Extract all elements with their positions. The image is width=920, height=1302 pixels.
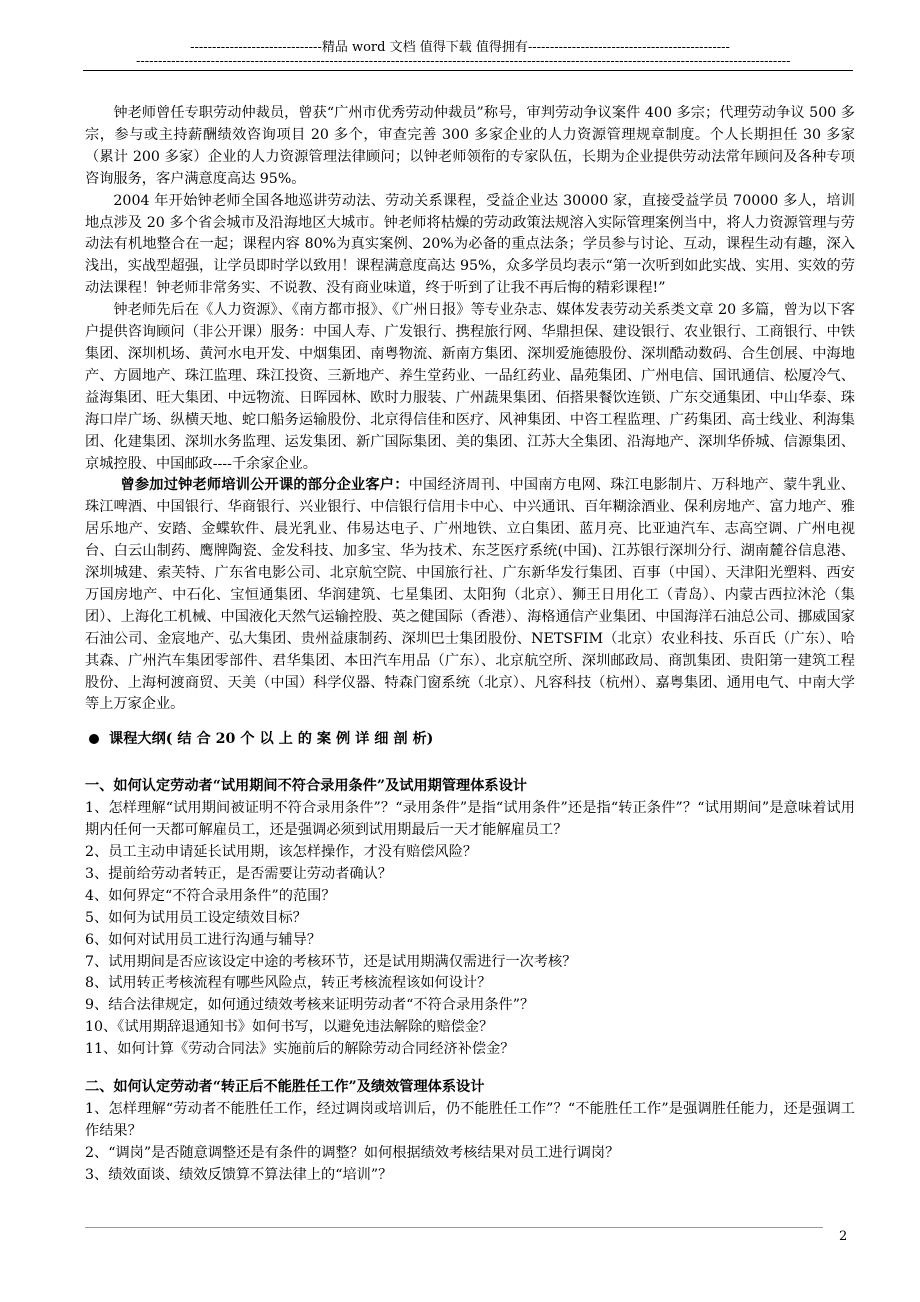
bio-paragraph-2: 2004 年开始钟老师全国各地巡讲劳动法、劳动关系课程，受益企业达 30000 家，直接受益学员 70000 多人，培训地点涉及 20 多个省会城市及沿海地区大城市。钟老师将枯燥的劳动政策法规溶入实际管理案例当中，将人力资源管理与劳动法有机地整合在一起；课程内容 80%为真实案例、20%为必备的重点法条；学员参与讨论、互动，课程生动有趣，深入浅出，实战型超强，让学员即时学以致用！课程满意度高达 95%，众多学员均表示“第一次听到如此实战、实用、实效的劳动法课程！钟老师非常务实、不说教、没有商业味道，终于听到了让我不再后悔的精彩课程!” (85, 192, 855, 297)
header-divider (83, 70, 853, 71)
section-1-item: 3、提前给劳动者转正，是否需要让劳动者确认？ (85, 865, 392, 882)
bullet-icon (89, 734, 99, 744)
section-1-title: 一、如何认定劳动者“试用期间不符合录用条件”及试用期管理体系设计 (85, 778, 527, 795)
section-1-item: 8、试用转正考核流程有哪些风险点，转正考核流程该如何设计？ (85, 975, 492, 992)
section-2-title: 二、如何认定劳动者“转正后不能胜任工作”及绩效管理体系设计 (85, 1079, 485, 1096)
page-header-banner: ------------------------------精品 word 文档 值得下载 值得拥有---------------------------------------------- (190, 40, 730, 55)
section-1-item: 11、如何计算《劳动合同法》实施前后的解除劳动合同经济补偿金？ (85, 1041, 515, 1058)
section-1-item: 5、如何为试用员工设定绩效目标？ (85, 909, 307, 926)
section-1-item: 10、《试用期辞退通知书》如何书写，以避免违法解除的赔偿金？ (85, 1019, 494, 1036)
section-1-item: 2、员工主动申请延长试用期，该怎样操作，才没有赔偿风险？ (85, 844, 478, 860)
section-1-item: 4、如何界定“不符合录用条件”的范围？ (85, 887, 336, 904)
outline-heading (85, 729, 855, 751)
client-paragraph (85, 475, 855, 716)
footer-divider (85, 1227, 823, 1228)
client-paragraph-lead: 曾参加过钟老师培训公开课的部分企业客户： (120, 477, 409, 494)
section-1-list (85, 798, 855, 1061)
document-body (85, 103, 855, 1187)
section-2-item: 1、怎样理解“劳动者不能胜任工作，经过调岗或培训后，仍不能胜任工作”？“不能胜任工作”是强调胜任能力，还是强调工作结果？ (85, 1100, 855, 1139)
bio-paragraph-3: 钟老师先后在《人力资源》、《南方都市报》、《广州日报》等专业杂志、媒体发表劳动关系类文章 20 多篇，曾为以下客户提供咨询顾问（非公开课）服务：中国人寿、广发银行、携程旅行网、华鼎担保、建设银行、农业银行、工商银行、中铁集团、深圳机场、黄河水电开发、中烟集团、南粤物流、新南方集团、深圳爱施德股份、深圳酷动数码、合生创展、中海地产、方圆地产、珠江监理、珠江投资、三新地产、养生堂药业、一品红药业、晶苑集团、广州电信、国讯通信、松厦冷气、益海集团、旺大集团、中远物流、日晖园林、欧时力服装、广州蔬果集团、佰搭果餐饮连锁、广东交通集团、中山华泰、珠海口岸广场、纵横天地、蛇口船务运输股份、北京得信佳和医疗、风神集团、中咨工程监理、广药集团、高士线业、利海集团、化建集团、深圳水务监理、运发集团、新广国际集团、美的集团、江苏大全集团、沿海地产、深圳华侨城、信源集团、京城控股、中国邮政----千余家企业。 (85, 302, 855, 472)
outline-title: 课程大纲( 结 合 20 个 以 上 的 案 例 详 细 剖 析) (109, 731, 434, 748)
client-paragraph-list: 中国经济周刊、中国南方电网、珠江电影制片、万科地产、蒙牛乳业、珠江啤酒、中国银行、华商银行、兴业银行、中信银行信用卡中心、中兴通讯、百年糊涂酒业、保利房地产、富力地产、雅居乐地产、安踏、金蝶软件、晨光乳业、伟易达电子、广州地铁、立白集团、蓝月亮、比亚迪汽车、志高空调、广州电视台、白云山制药、鹰牌陶瓷、金发科技、加多宝、华为技术、东芝医疗系统(中国)、江苏银行深圳分行、湖南麓谷信息港、深圳城建、索芙特、广东省电影公司、北京航空院、中国旅行社、广东新华发行集团、百事（中国）、天津阳光塑料、西安万国房地产、中石化、宝恒通集团、华润建筑、七星集团、太阳狗（北京）、狮王日用化工（青岛）、内蒙古西拉沐沦（集团）、上海化工机械、中国液化天然气运输控股、英之健国际（香港）、海格通信产业集团、中国海洋石油总公司、挪威国家石油公司、金宸地产、弘大集团、贵州益康制药、深圳巴士集团股份、NETSFIM（北京）农业科技、乐百氏（广东）、哈其森、广州汽车集团零部件、君华集团、本田汽车用品（广东）、北京航空所、深圳邮政局、商凯集团、贵阳第一建筑工程股份、上海柯渡商贸、天美（中国）科学仪器、特森门窗系统（北京）、凡容科技（杭州）、嘉粤集团、通用电气、中南大学等上万家企业。 (85, 477, 855, 713)
page-header-dash-line: ----------------------------------------------------------------------------------------------------------------------------------------------------- (136, 54, 791, 69)
section-1-item: 1、怎样理解“试用期间被证明不符合录用条件”？“录用条件”是指“试用条件”还是指“转正条件”？“试用期间”是意味着试用期内任何一天都可解雇员工，还是强调必须到试用期最后一天才能解雇员工？ (85, 800, 855, 839)
bio-paragraph-1: 钟老师曾任专职劳动仲裁员，曾获“广州市优秀劳动仲裁员”称号，审判劳动争议案件 400 多宗；代理劳动争议 500 多宗，参与或主持薪酬绩效咨询项目 20 多个，审查完善 300 多家企业的人力资源管理规章制度。个人长期担任 30 多家（累计 200 多家）企业的人力资源管理法律顾问；以钟老师领衔的专家队伍，长期为企业提供劳动法常年顾问及各种专项咨询服务，客户满意度高达 95%。 (85, 105, 855, 187)
section-1-item: 6、如何对试用员工进行沟通与辅导？ (85, 931, 322, 948)
page-number: 2 (839, 1229, 848, 1244)
section-1-item: 9、结合法律规定，如何通过绩效考核来证明劳动者“不符合录用条件”？ (85, 997, 535, 1014)
section-2-item: 3、绩效面谈、绩效反馈算不算法律上的“培训”？ (85, 1166, 393, 1183)
section-2-item: 2、“调岗”是否随意调整还是有条件的调整？如何根据绩效考核结果对员工进行调岗？ (85, 1144, 620, 1161)
section-spacer (85, 1061, 855, 1077)
section-1-item: 7、试用期间是否应该设定中途的考核环节，还是试用期满仅需进行一次考核？ (85, 953, 577, 970)
section-2-list (85, 1099, 855, 1187)
